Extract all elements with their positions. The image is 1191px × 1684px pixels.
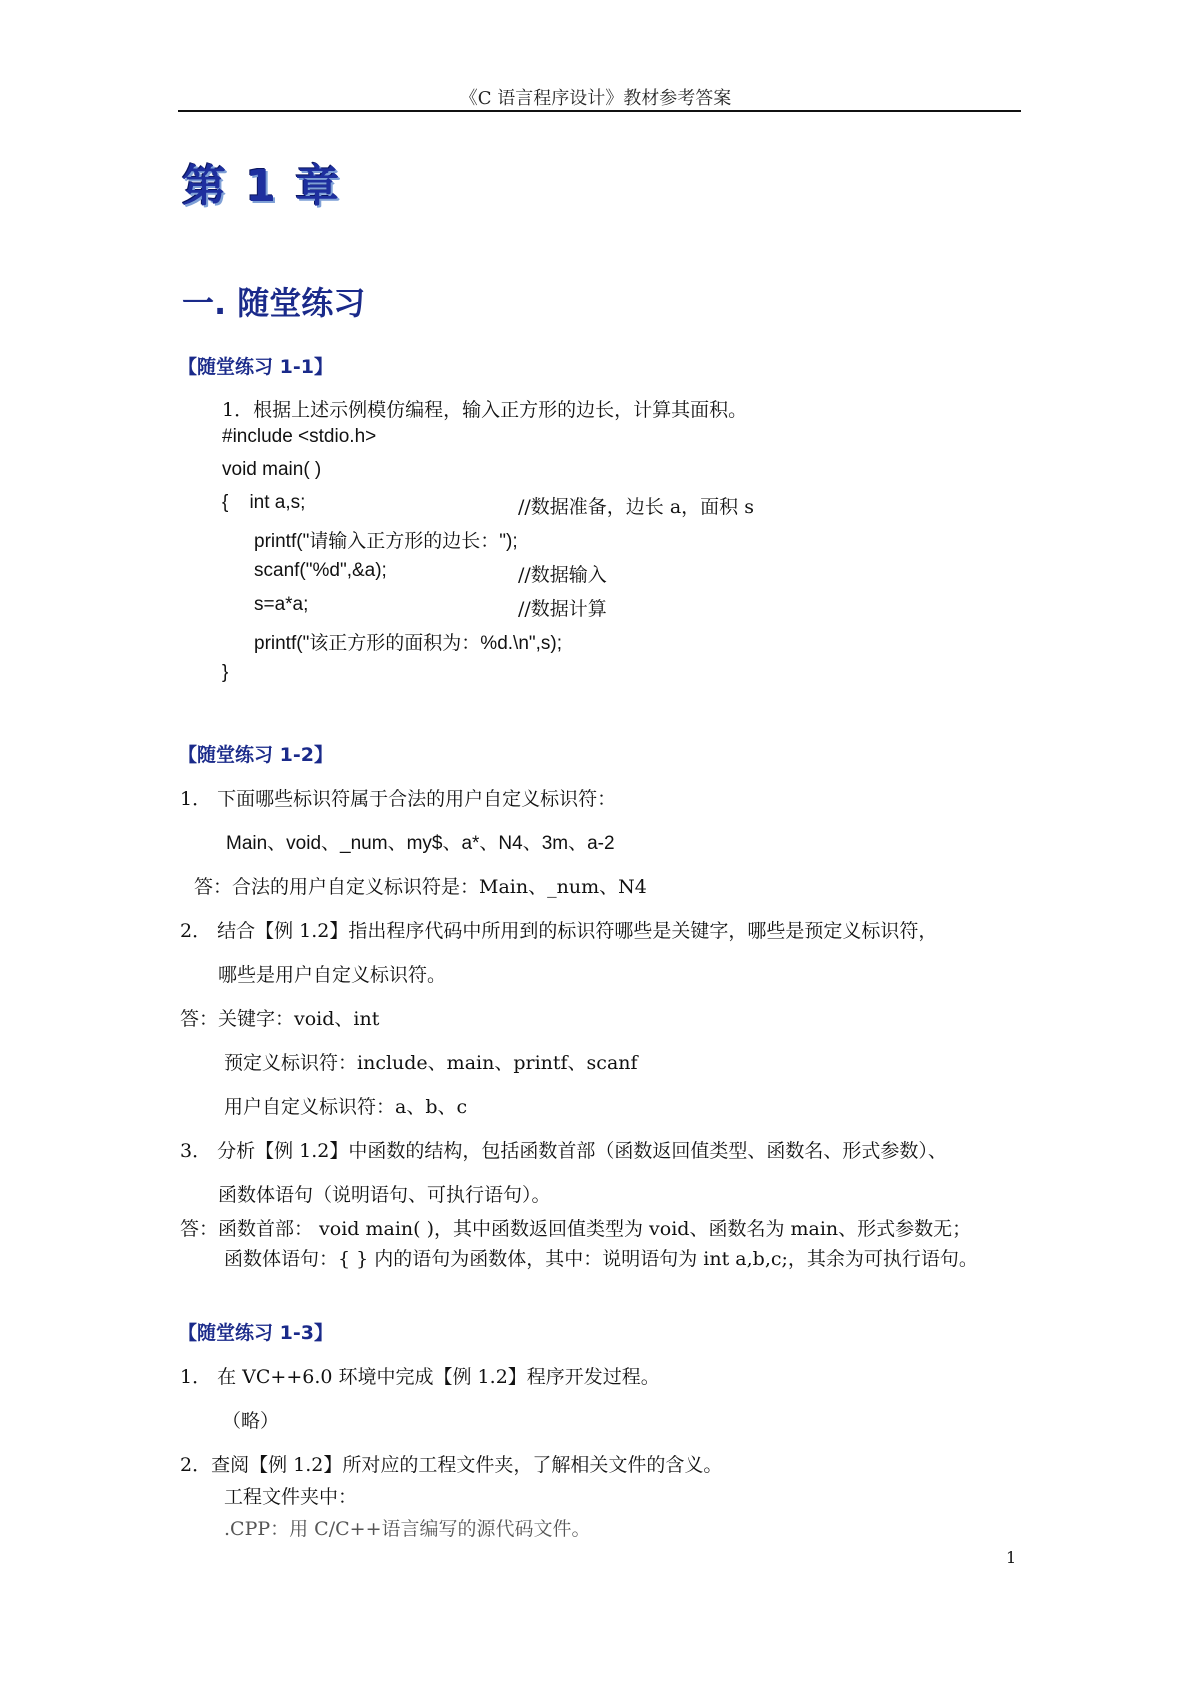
- exercise-1-2-q2: 2． 结合【例 1.2】指出程序代码中所用到的标识符哪些是关键字，哪些是预定义标识符，: [180, 920, 938, 942]
- code-line: printf("该正方形的面积为：%d.\n",s);: [254, 633, 563, 654]
- code-comment: //数据准备，边长 a，面积 s: [518, 496, 754, 518]
- exercise-1-2-q3: 3． 分析【例 1.2】中函数的结构，包括函数首部（函数返回值类型、函数名、形式参数）、: [180, 1140, 947, 1162]
- section-title: 一. 随堂练习: [182, 284, 366, 322]
- code-comment: //数据输入: [518, 564, 607, 586]
- code-line: s=a*a;: [254, 594, 309, 615]
- exercise-1-1-question: 1．根据上述示例模仿编程，输入正方形的边长，计算其面积。: [222, 399, 748, 421]
- exercise-1-1-label: 【随堂练习 1-1】: [178, 356, 333, 378]
- code-line: scanf("%d",&a);: [254, 560, 387, 581]
- exercise-1-2-q3-answer: 函数体语句：{ } 内的语句为函数体，其中：说明语句为 int a,b,c;，其余为可执行语句。: [224, 1248, 978, 1270]
- exercise-1-2-q2-answer: 答：关键字：void、int: [180, 1008, 380, 1030]
- code-line: printf("请输入正方形的边长：");: [254, 531, 518, 552]
- header-rule: [178, 110, 1021, 112]
- exercise-1-3-q2-answer: .CPP：用 C/C++语言编写的源代码文件。: [224, 1518, 591, 1540]
- exercise-1-2-q3-answer: 答：函数首部： void main( )，其中函数返回值类型为 void、函数名为 main、形式参数无；: [180, 1218, 972, 1240]
- code-line: void main( ): [222, 459, 322, 480]
- exercise-1-2-q2-answer: 预定义标识符：include、main、printf、scanf: [224, 1052, 638, 1074]
- exercise-1-3-q2: 2．查阅【例 1.2】所对应的工程文件夹，了解相关文件的含义。: [180, 1454, 723, 1476]
- code-line: #include <stdio.h>: [222, 426, 377, 447]
- identifier-list: Main、void、_num、my$、a*、N4、3m、a-2: [226, 833, 615, 854]
- exercise-1-2-q2-cont: 哪些是用户自定义标识符。: [218, 964, 447, 986]
- code-line: }: [222, 662, 229, 683]
- exercise-1-2-q1: 1． 下面哪些标识符属于合法的用户自定义标识符：: [180, 788, 617, 810]
- code-line: { int a,s;: [222, 492, 306, 513]
- page-number: 1: [1006, 1548, 1017, 1567]
- chapter-title: 第 1 章: [182, 161, 342, 212]
- exercise-1-3-q2-answer: 工程文件夹中：: [224, 1486, 358, 1508]
- exercise-1-2-label: 【随堂练习 1-2】: [178, 744, 333, 766]
- exercise-1-2-q3-cont: 函数体语句（说明语句、可执行语句）。: [218, 1184, 551, 1206]
- exercise-1-2-q2-answer: 用户自定义标识符：a、b、c: [224, 1096, 468, 1118]
- running-header: 《C 语言程序设计》教材参考答案: [459, 88, 732, 109]
- exercise-1-3-label: 【随堂练习 1-3】: [178, 1322, 333, 1344]
- exercise-1-3-q1-answer: （略）: [222, 1410, 280, 1432]
- code-comment: //数据计算: [518, 598, 607, 620]
- exercise-1-2-q1-answer: 答：合法的用户自定义标识符是：Main、_num、N4: [194, 876, 647, 898]
- exercise-1-3-q1: 1． 在 VC++6.0 环境中完成【例 1.2】程序开发过程。: [180, 1366, 660, 1388]
